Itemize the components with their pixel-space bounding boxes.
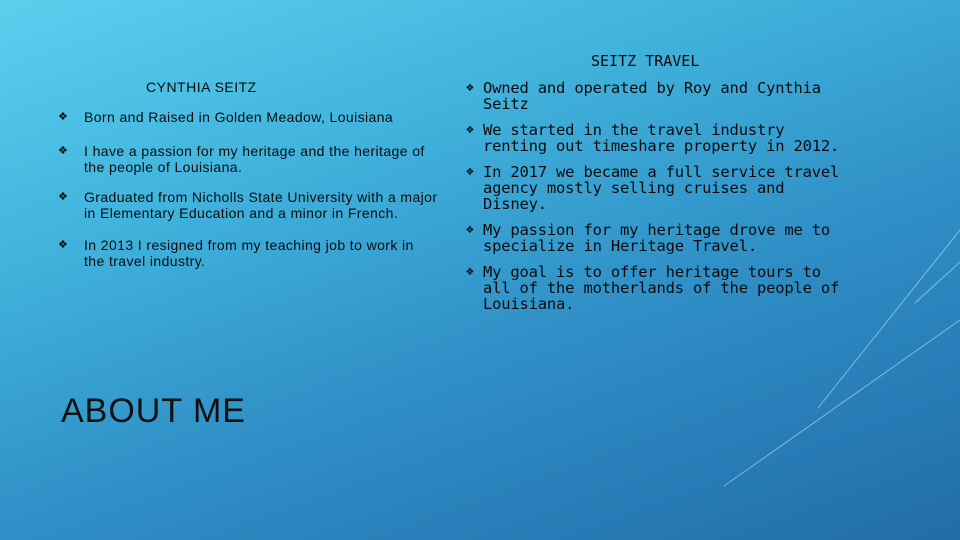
list-item (466, 80, 846, 112)
list-item (466, 264, 846, 312)
diamond-bullet-icon: ❖ (466, 264, 474, 279)
bullet-text: In 2017 we became a full service travel agency mostly selling cruises and Disney. (483, 163, 840, 213)
bullet-text: We started in the travel industry renting out timeshare property in 2012. (483, 121, 840, 155)
diamond-bullet-icon: ❖ (58, 145, 69, 157)
diamond-bullet-icon: ❖ (58, 239, 69, 251)
bullet-text: Graduated from Nicholls State University with a major in Elementary Education and a minor in French. (84, 189, 438, 221)
bullet-text: My passion for my heritage drove me to specialize in Heritage Travel. (483, 221, 831, 255)
bullet-text: In 2013 I resigned from my teaching job to work in the travel industry. (84, 237, 414, 269)
diamond-bullet-icon: ❖ (466, 164, 474, 179)
page-title: ABOUT ME (61, 392, 246, 430)
right-bullet-list (466, 80, 846, 322)
list-item (58, 237, 438, 269)
bullet-text: Owned and operated by Roy and Cynthia Seitz (483, 79, 821, 113)
bullet-text: My goal is to offer heritage tours to all of the motherlands of the people of Louisiana. (483, 263, 840, 313)
left-title: CYNTHIA SEITZ (146, 79, 257, 95)
diamond-bullet-icon: ❖ (466, 80, 474, 95)
list-item (58, 109, 438, 125)
diamond-bullet-icon: ❖ (466, 122, 474, 137)
list-item (58, 143, 438, 175)
diamond-bullet-icon: ❖ (58, 191, 69, 203)
bullet-text: I have a passion for my heritage and the heritage of the people of Louisiana. (84, 143, 425, 175)
list-item (466, 122, 846, 154)
bullet-text: Born and Raised in Golden Meadow, Louisiana (84, 109, 394, 125)
right-title: SEITZ TRAVEL (591, 52, 700, 70)
list-item (466, 164, 846, 212)
list-item (58, 189, 438, 221)
diamond-bullet-icon: ❖ (58, 111, 69, 123)
diamond-bullet-icon: ❖ (466, 222, 474, 237)
list-item (466, 222, 846, 254)
left-bullet-list (58, 106, 438, 269)
